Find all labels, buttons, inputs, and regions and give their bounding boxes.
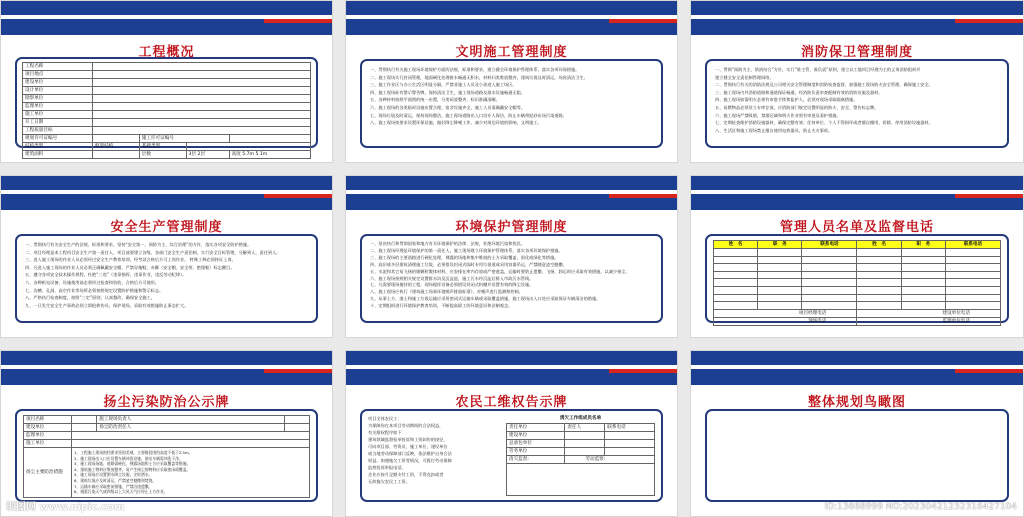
board-project-overview	[0, 0, 333, 163]
rule-line: 十、定期组织进行环境保护教育培训，不断提高职工的环境意识和法制观念。	[370, 303, 513, 309]
rule-line: 7、运输车辆应采取密闭措施，严禁沿途遗撒。	[74, 483, 153, 489]
rule-line: 四、施工现场如需明火必须有审批手续和监护人，必须对现场采取隔离措施。	[715, 97, 858, 103]
rule-line: 八、严格执行检查制度，按照“三定”原则，认真整改，确保安全施工。	[25, 295, 155, 301]
board-worker-rights	[345, 350, 678, 517]
table-row	[714, 302, 1001, 310]
board-fire-security	[690, 0, 1024, 163]
staff-table: 姓 名 职 务 联系电话 姓 名 职 务 联系电话 项目经理电话 建设单位电话 现场电话 监理单位电话	[713, 240, 1001, 326]
board-staff-list	[690, 175, 1024, 338]
rule-line: 2、施工现场出入口应设置车辆冲洗设施，驶出车辆需冲洗干净。	[74, 455, 183, 461]
rule-line: 九、从事土方、渣土和施工垃圾运输应采用密闭式运输车辆或采取覆盖措施，施工现场出入口处应采取保证车辆清洁的措施。	[370, 296, 601, 302]
rule-line: 七、现场垃圾及时清运，保持现场整洁，施工现场道路出入口设专人保洁，防止车辆带泥砂出场污染道路。	[370, 112, 567, 118]
rule-line: 权益。如遇拖欠工资等情况，可拨打劳动保障	[368, 458, 452, 463]
header-band	[1, 1, 332, 35]
table-row	[714, 279, 1001, 287]
rule-line: 三、施工现场内外消防道路和通道保证畅通，经消防负责审查配制有效的消防设施及器材。	[715, 89, 883, 95]
rule-line: 四、凡进入施工现场的作业人员必须正确佩戴安全帽，严禁穿拖鞋、赤脚（安全帽、安全带、绝缘鞋）标志醒目。	[25, 264, 235, 270]
rule-line: 3、施工现场场地、道路需硬化，裸露场地和土方应采取覆盖等措施。	[74, 461, 191, 467]
rule-line: 六、施工现场按照相关规定设置排水沟及沉淀池，施工污水经沉淀后排入市政污水管线。	[370, 275, 534, 281]
rule-line: 二、贯彻执行有关的消防法规及公司相关安全管理制度和消防检查监督，加强施工现场防火安全管理，确保施工安全。	[715, 82, 933, 88]
board-title: 管理人员名单及监督电话	[779, 220, 934, 235]
rule-line: 建立健全安全责任制管理网络。	[715, 74, 774, 80]
rules-text	[370, 66, 653, 127]
table-row	[714, 256, 1001, 264]
header-band	[691, 176, 1023, 210]
header-band	[1, 176, 332, 210]
board-dust-control	[0, 350, 333, 517]
rule-line: 四、施工现场标有警示警告牌，保持清洁卫生，施工现场道路及排水设施畅通无阻。	[370, 89, 525, 95]
rules-text	[715, 66, 999, 134]
rule-line: 二、项目经理是本工程项目安全生产第一责任人，项目部要建立各级、各部门安全生产责任制，实行安全目标管理，分解到人，责任到人。	[25, 249, 281, 255]
board-title: 整体规划鸟瞰图	[807, 395, 906, 410]
rule-line: 一、贯彻执行有关安全生产的法规，标准和要求，坚持“安全第一，预防为主，综合治理”的方针，落实各项安全防护措施。	[25, 242, 252, 247]
board-frame	[360, 409, 663, 502]
header-band	[691, 1, 1023, 35]
board-title: 工程概况	[138, 45, 195, 60]
rule-line: 1、工程施工现场围挡要求坚固美观，主要路段围挡高度不低于2.5m。	[74, 450, 193, 455]
rule-line: 三、施工作业区与办公生活区明显分隔，严禁非施工人员及小孩进入施工场区。	[370, 82, 517, 88]
rule-line: 或当地劳动保障部门反映，依法维护自身合法	[368, 451, 452, 456]
board-frame	[705, 59, 1009, 148]
board-civil-construction	[345, 0, 678, 163]
rule-line: 五、易燃物品必须设立专库存放，应消防部门规定设置明显的防火、安全、警告标志牌。	[715, 104, 879, 110]
rule-line: 5、施工现场应设置洒水降尘设施，定时洒水。	[74, 472, 153, 478]
header-band	[346, 176, 677, 210]
rule-line: 一、贯彻“预防为主、防消结合”方针，实行“谁主管、谁负责”原则，建立以工地项目经理为主的义务消防组织并	[715, 67, 921, 72]
rule-line: 七、沟槽、孔洞、高空作业等场所必须按照规定设置防护措施和警示标志。	[25, 287, 164, 293]
rights-table: 责任单位 责任人 联系电话 建设单位 总承包单位 劳务单位 清欠监督: 劳动监察:	[506, 423, 655, 496]
rule-line: 三、施工现场的主要道路进行硬化处理，裸露的场地和集中堆放的土方采取覆盖、固化或绿化等措施。	[370, 254, 559, 260]
overview-table: 工程名称 项目地点 建设单位 设计单位 勘察单位 监理单位 施工单位 开工日期 工程质量目标 规划许可证编号 施工许可证编号 结构类型 框架结构 基础类型 建筑面积 层数 3层 2层 高度 5.7m 5.1m	[22, 62, 311, 159]
board-frame	[360, 59, 663, 148]
board-safety-production	[0, 175, 333, 338]
board-title: 农民工维权告示牌	[455, 395, 568, 410]
rule-line: 三、进入施工现场的作业人员必须经过安全生产教育培训，经考试合格后方可上岗作业。 特殊工种必须持证上岗。	[25, 257, 236, 263]
rule-line: 六、各种机电设备，设施使用前必须经过检查和验收，合格后方可使用。	[25, 279, 160, 285]
rule-line: 五、水泥和其它易飞扬的细颗粒散体材料，应安排在库内存放或严密遮盖，运输时要防止遗撒、飞扬，卸运时应采取有效措施，以减少扬尘。	[370, 268, 630, 274]
rules-text	[370, 241, 653, 310]
rule-line: 8、遇重污染天气或四级以上大风天气应停止土方作业。	[74, 489, 168, 495]
board-title: 安全生产管理制度	[110, 220, 223, 235]
rule-line: 六、施工现场的各类临时设施布置合理，宿舍设施齐全，施工人员需佩戴安全帽等。	[370, 104, 525, 110]
header-band	[346, 1, 677, 35]
table-row	[714, 286, 1001, 294]
rule-line: 八、施工现场应执行《建筑施工场界环境噪声排放标准》，对噪声进行监测和控制。	[370, 289, 523, 295]
watermark-id: ID:13668999 NO:20230421232316427104	[824, 502, 1017, 512]
header-band	[346, 351, 677, 385]
header-band	[1, 351, 332, 385]
board-frame	[15, 57, 318, 157]
board-environment	[345, 175, 678, 338]
plan-image-frame	[705, 409, 1009, 502]
board-frame	[705, 234, 1009, 323]
rules-text	[25, 241, 308, 309]
board-frame	[15, 409, 318, 502]
board-title: 文明施工管理制度	[455, 45, 568, 60]
table-row	[714, 264, 1001, 272]
board-site-plan	[690, 350, 1024, 517]
rule-line: 八、施工现场按要求设置环保设施，做好降尘降噪工作，减少对周边环境的影响，文明施工。	[370, 120, 542, 126]
rule-line: 可向项目部、劳资员、施工单位、建设单位	[368, 444, 448, 449]
rule-line: 五、各种材料按照平面图的统一布置，分类码放整齐，标识准确清晰。	[370, 97, 500, 103]
board-frame	[15, 234, 318, 323]
rule-line: 六、施工现场严禁吸烟，禁烟区域和明火作业须有审批及看护措施。	[715, 112, 841, 118]
rule-line: 无故拖欠农民工工资。	[368, 479, 410, 484]
rule-line: 企业应按月足额支付工资，不得克扣或者	[368, 472, 444, 477]
board-title: 环境保护管理制度	[455, 220, 568, 235]
rule-line: 建筑领域监督检举投诉和工资纠纷的途径，	[368, 437, 448, 442]
rights-intro-text	[368, 415, 500, 496]
rule-line: 四、高层或多层建筑清理施工垃圾，必须搭设封闭式临时专用垃圾道或采用容器吊运，严禁随意凌空抛撒。	[370, 261, 567, 267]
rule-line: 为保障你在本项目劳动期间的合法权益，	[368, 423, 444, 428]
rule-line: 一、坚决执行和贯彻国家和地方有关环境保护的法律、法规，杜绝环境污染和扰民。	[370, 241, 525, 246]
header-band	[691, 351, 1023, 385]
rule-line: 4、建筑施工物料应堆放整齐，易产生扬尘的物料应采取密闭或覆盖。	[74, 466, 191, 472]
rule-line: 二、施工现场实行封闭管理，地面硬化处理排水畅通无积水，材料归类堆放整齐，建筑垃圾及时清运，场容清洁卫生。	[370, 74, 588, 80]
list-title: 清欠工作组成员名单	[559, 416, 602, 421]
rule-line: 二、施工现场经理是环境保护的第一责任人，施工现场建立环境保护管理体系，落实各项环境保护措施。	[370, 247, 563, 253]
table-row	[714, 294, 1001, 302]
watermark-logo: 昵图网 www.nipic.com	[6, 502, 125, 513]
board-title: 扬尘污染防治公示牌	[103, 395, 230, 410]
rule-line: 七、凡需要现场搅拌的工程，现场搅拌设备必须搭设封闭式机棚并设置有效的降尘设施。	[370, 282, 534, 288]
rule-line: 有关维权程序如下：	[368, 430, 406, 435]
rule-line: 五、遵守各项安全技术操作规程，杜绝“三违”（违章指挥，违章作业，违反劳动纪律）。	[25, 272, 187, 278]
dust-measures	[74, 450, 307, 495]
rule-line: 监察投诉举报电话。	[368, 465, 406, 470]
table-row	[714, 249, 1001, 257]
rule-line: 九、一旦发生安全生产事故必须立即抢救伤员，保护现场，采取有效措施防止事态扩大。	[25, 302, 189, 308]
rule-line: 七、定期检查维护消防设施器材，确保完整有效；任何单位、个人不得损坏或者擅自挪用、拆除、停用消防设施器材。	[715, 120, 933, 126]
table-row	[714, 271, 1001, 279]
board-title: 消防保卫管理制度	[800, 45, 913, 60]
rights-list	[506, 415, 655, 496]
rule-line: 八、生活区和施工现场禁止擅自使用电热器具，防止火灾事故。	[715, 127, 833, 133]
dust-table: 项目名称 施工现场负责人 建设单位 扬尘防治责任人 监理单位 施工单位 扬尘主要防治措施 1、工程施工现场围挡要求坚固美观，主要路段围挡高度不低于2.5m。 2、施工现场出入口应设置车辆冲洗设施，驶出车辆需冲洗干净。 3、施工现场场地、道路需硬化，裸露场地和土方应采取覆盖等措施。 4、建筑施工物料应堆放整齐，易产生扬尘的物料应采取密闭或覆盖。 5、施工现场应设置洒水降尘设施，定时洒水。 6、建筑垃圾应及时清运，严禁凌空抛撒和焚烧。 7、运输车辆应采取密闭措施，严禁沿途遗撒。 8、遇重污染天气或四级以上大风天气应停止土方作业。	[23, 415, 310, 498]
rule-line: 项目全体农民工：	[368, 416, 402, 421]
rule-line: 一、贯彻执行有关施工现场环境保护方面的法规，标准和要求，建立健全环境保护管理体系，落实各项环保措施。	[370, 67, 580, 72]
rule-line: 6、建筑垃圾应及时清运，严禁凌空抛撒和焚烧。	[74, 477, 157, 483]
board-frame	[360, 234, 663, 323]
